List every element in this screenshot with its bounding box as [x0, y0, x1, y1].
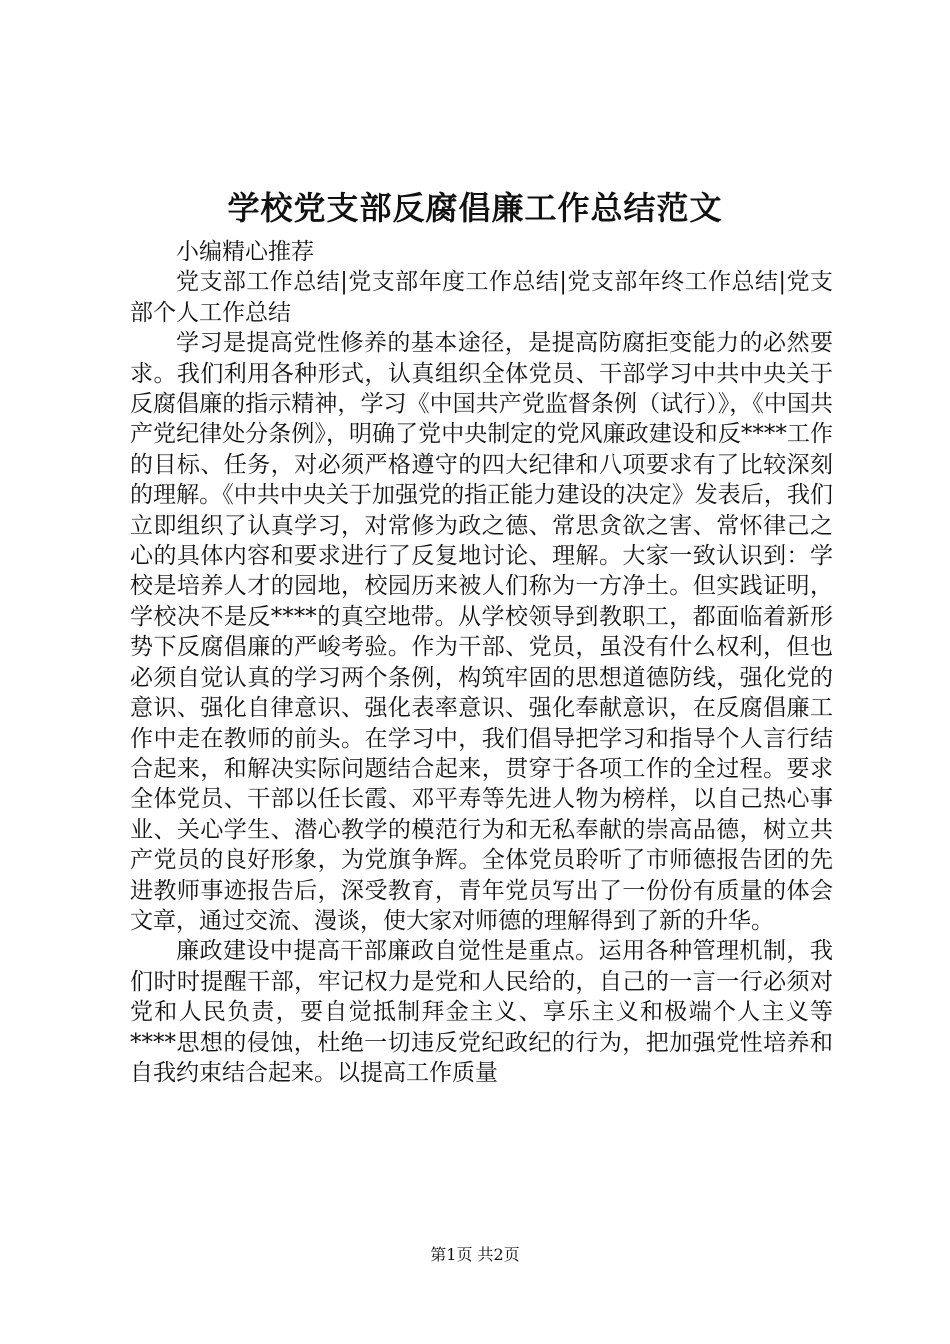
document-title: 学校党支部反腐倡廉工作总结范文	[227, 189, 723, 227]
paragraph-integrity: 廉政建设中提高干部廉政自觉性是重点。运用各种管理机制，我们时时提醒干部，牢记权力是党和人民给的，自己的一言一行必须对党和人民负责，要自觉抵制拜金主义、享乐主义和极端个人主义等****思想的侵蚀，杜绝一切违反党纪政纪的行为，把加强党性培养和自我约束结合起来。以提高工作质量	[130, 938, 833, 1086]
paragraph-recommendation: 小编精心推荐	[176, 239, 314, 265]
paragraph-study: 学习是提高党性修养的基本途径，是提高防腐拒变能力的必然要求。我们利用各种形式，认真组织全体党员、干部学习中共中央关于反腐倡廉的指示精神，学习《中国共产党监督条例（试行）》，《中国共产党纪律处分条例》，明确了党中央制定的党风廉政建设和反****工作的目标、任务，对必须严格遵守的四大纪律和八项要求有了比较深刻的理解。《中共中央关于加强党的指正能力建设的决定》发表后，我们立即组织了认真学习，对常修为政之德、常思贪欲之害、常怀律己之心的具体内容和要求进行了反复地讨论、理解。大家一致认识到：学校是培养人才的园地，校园历来被人们称为一方净土。但实践证明，学校决不是反****的真空地带。从学校领导到教职工，都面临着新形势下反腐倡廉的严峻考验。作为干部、党员，虽没有什么权利，但也必须自觉认真的学习两个条例，构筑牢固的思想道德防线，强化党的意识、强化自律意识、强化表率意识、强化奉献意识，在反腐倡廉工作中走在教师的前头。在学习中，我们倡导把学习和指导个人言行结合起来，和解决实际问题结合起来，贯穿于各项工作的全过程。要求全体党员、干部以任长霞、邓平寿等先进人物为榜样，以自己热心事业、关心学生、潜心教学的模范行为和无私奉献的崇高品德，树立共产党员的良好形象，为党旗争辉。全体党员聆听了市师德报告团的先进教师事迹报告后，深受教育，青年党员写出了一份份有质量的体会文章，通过交流、漫谈，使大家对师德的理解得到了新的升华。	[130, 330, 833, 934]
document-body	[130, 237, 833, 1088]
paragraph-related-links: 党支部工作总结|党支部年度工作总结|党支部年终工作总结|党支部个人工作总结	[130, 269, 833, 326]
page-footer: 第1页 共2页	[430, 1245, 520, 1264]
